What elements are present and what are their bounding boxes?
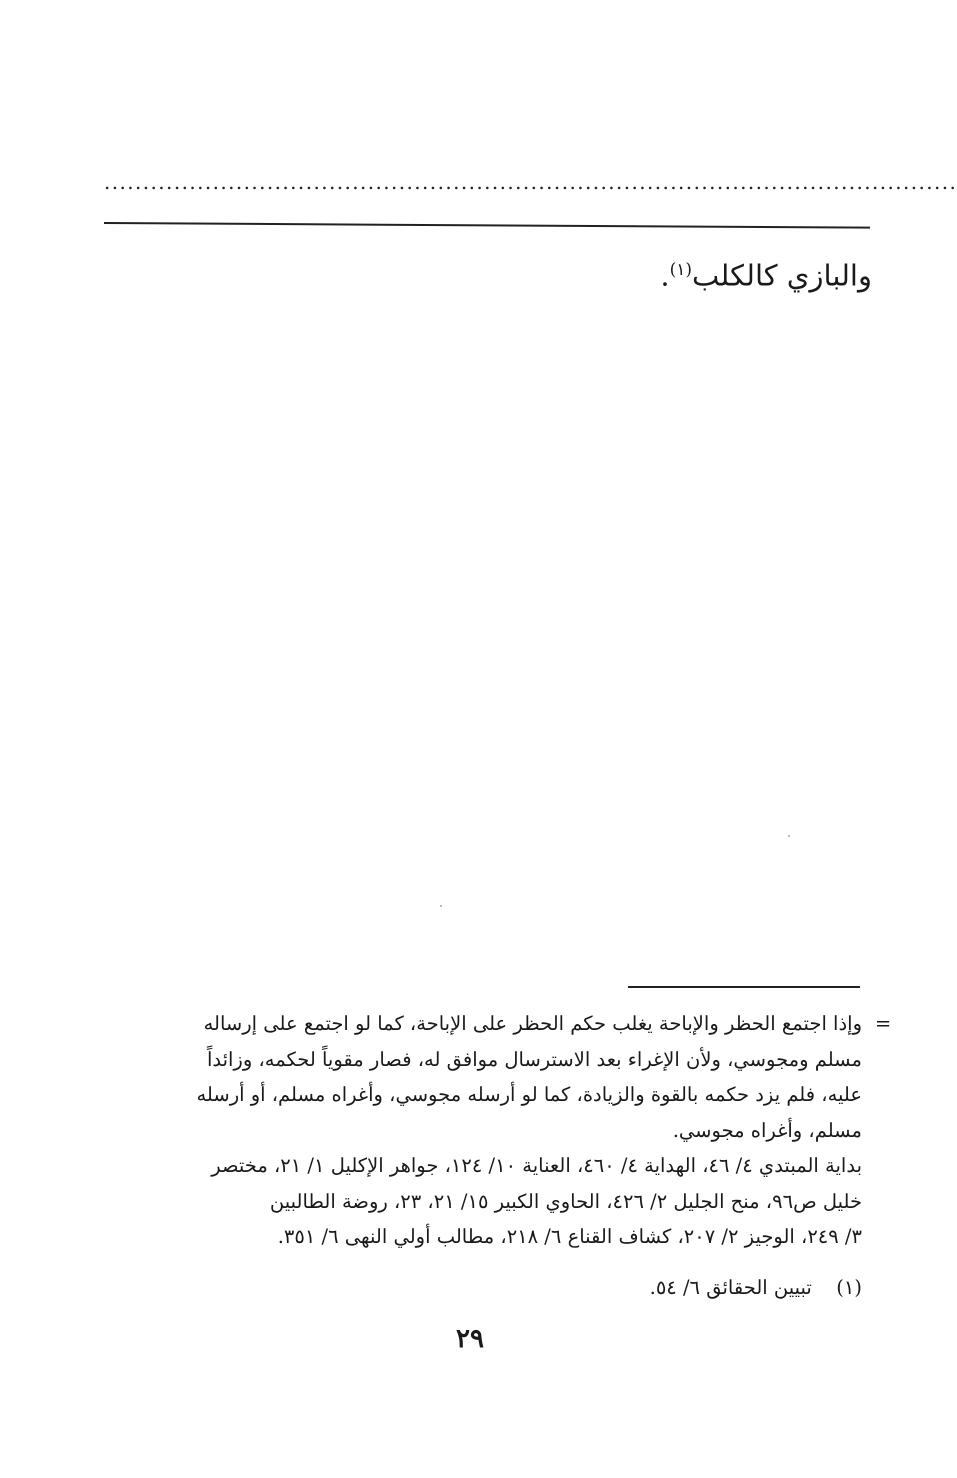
main-text-tail: . (660, 258, 670, 293)
scan-speck (788, 835, 790, 837)
main-text-body: والبازي كالكلب (692, 258, 872, 293)
main-text (112, 248, 872, 298)
footnote-line (96, 1219, 862, 1255)
footnote-line (96, 1077, 862, 1113)
footnote-line-text: بداية المبتدي ٤/ ٤٦، الهداية ٤/ ٤٦٠، العناية ١٠/ ١٢٤، جواهر الإكليل ١/ ٢١، مختصر (211, 1154, 862, 1177)
dot-leader: .............................................................................................................. (104, 170, 957, 194)
footnote-line-text: خليل ص٩٦، منح الجليل ٢/ ٤٢٦، الحاوي الكبير ١٥/ ٢١، ٢٣، روضة الطالبين (269, 1189, 862, 1213)
footnote-line-text: وإذا اجتمع الحظر والإباحة يغلب حكم الحظر على الإباحة، كما لو اجتمع على إرساله (203, 1012, 862, 1035)
footnote-continuation (96, 1006, 892, 1255)
footnote-1 (96, 1270, 862, 1306)
footnote-number: (١) (836, 1276, 862, 1299)
footnote-line-text: مسلم، وأغراه مجوسي. (672, 1118, 862, 1142)
footnote-line (96, 1006, 892, 1042)
scan-speck (440, 905, 442, 907)
footnote-line (96, 1184, 862, 1220)
footnote-text: تبيين الحقائق ٦/ ٥٤. (649, 1276, 812, 1299)
top-rule (104, 222, 870, 229)
footnote-line-text: ٣/ ٢٤٩، الوجيز ٢/ ٢٠٧، كشاف القناع ٦/ ٢١٨، مطالب أولي النهى ٦/ ٣٥١. (277, 1225, 862, 1248)
continuation-marker: = (874, 1012, 892, 1035)
footnote-separator (628, 986, 860, 988)
footnote-line (96, 1148, 862, 1184)
footnote-line (96, 1042, 862, 1078)
footnote-line (96, 1113, 862, 1149)
footnote-line-text: عليه، فلم يزد حكمه بالقوة والزيادة، كما لو أرسله مجوسي، وأغراه مسلم، أو أرسله (196, 1083, 862, 1106)
page-number: ٢٩ (456, 1324, 484, 1354)
footnote-ref-1: (١) (669, 260, 693, 280)
footnote-line-text: مسلم ومجوسي، ولأن الإغراء بعد الاسترسال موافق له، فصار مقوياً لحكمه، وزائداً (206, 1047, 862, 1071)
